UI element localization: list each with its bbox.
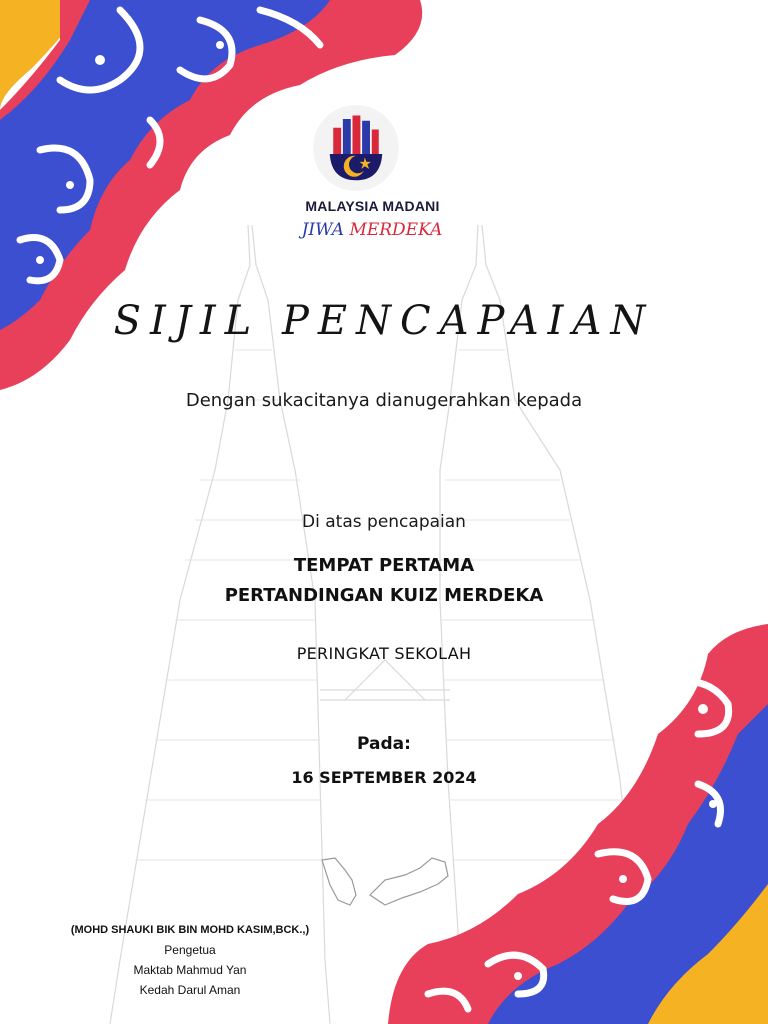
signatory-state: Kedah Darul Aman <box>139 983 241 997</box>
certificate-subtitle: Dengan sukacitanya dianugerahkan kepada <box>185 390 583 411</box>
bottom-right-ornament <box>368 624 768 1024</box>
achievement-event: PERTANDINGAN KUIZ MERDEKA <box>224 585 544 606</box>
logo-brand-text: MALAYSIA MADANI <box>305 198 440 214</box>
madani-hand-icon <box>321 112 391 182</box>
award-date: 16 SEPTEMBER 2024 <box>291 768 477 787</box>
certificate-title: SIJIL PENCAPAIAN <box>113 298 655 344</box>
logo-tagline <box>297 220 447 240</box>
achievement-intro: Di atas pencapaian <box>302 512 466 532</box>
achievement-level: PERINGKAT SEKOLAH <box>296 644 472 663</box>
signatory-name: (MOHD SHAUKI BIK BIN MOHD KASIM,BCK.,) <box>70 924 310 936</box>
date-label: Pada: <box>357 734 411 754</box>
achievement-place: TEMPAT PERTAMA <box>293 555 475 576</box>
signatory-role: Pengetua <box>164 943 216 957</box>
tagline-part1: JIWA <box>301 220 345 240</box>
signatory-school: Maktab Mahmud Yan <box>133 963 247 977</box>
tagline-part2: MERDEKA <box>349 220 443 240</box>
malaysia-madani-logo <box>300 100 470 250</box>
